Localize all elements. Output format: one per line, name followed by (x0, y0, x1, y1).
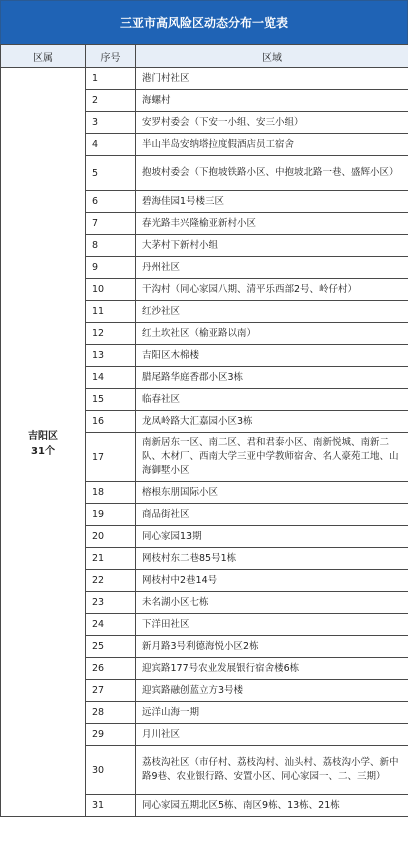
row-number: 6 (86, 191, 136, 213)
header-district: 区属 (1, 45, 86, 68)
row-number: 1 (86, 68, 136, 90)
table-body (1, 68, 408, 817)
row-area: 干沟村（同心家园八期、清平乐西部2号、岭仔村） (136, 279, 408, 301)
row-number: 28 (86, 702, 136, 724)
district-count: 31个 (31, 446, 55, 457)
row-area: 临春社区 (136, 389, 408, 411)
row-area: 下洋田社区 (136, 614, 408, 636)
district-name: 吉阳区 (28, 431, 58, 442)
row-area: 红沙社区 (136, 301, 408, 323)
row-number: 18 (86, 482, 136, 504)
row-area: 荔枝沟社区（市仔村、荔枝沟村、汕头村、荔枝沟小学、新中路9巷、农业银行路、安置小区、同心家园一、二、三期） (136, 746, 408, 795)
row-number: 30 (86, 746, 136, 795)
table-row (1, 68, 408, 90)
row-number: 9 (86, 257, 136, 279)
row-area: 迎宾路177号农业发展银行宿舍楼6栋 (136, 658, 408, 680)
row-area: 大茅村下新村小组 (136, 235, 408, 257)
row-area: 远洋山海一期 (136, 702, 408, 724)
row-number: 27 (86, 680, 136, 702)
header-area: 区域 (136, 45, 408, 68)
row-area: 网枝村中2巷14号 (136, 570, 408, 592)
row-number: 31 (86, 795, 136, 817)
row-area: 碧海佳园1号楼三区 (136, 191, 408, 213)
row-area: 丹州社区 (136, 257, 408, 279)
row-number: 4 (86, 134, 136, 156)
row-number: 22 (86, 570, 136, 592)
risk-area-table (0, 44, 408, 817)
row-number: 15 (86, 389, 136, 411)
row-area: 月川社区 (136, 724, 408, 746)
row-area: 春光路丰兴隆榆亚新村小区 (136, 213, 408, 235)
row-number: 20 (86, 526, 136, 548)
row-number: 19 (86, 504, 136, 526)
row-number: 10 (86, 279, 136, 301)
row-number: 21 (86, 548, 136, 570)
row-area: 商品街社区 (136, 504, 408, 526)
row-area: 龙凤岭路大汇嘉园小区3栋 (136, 411, 408, 433)
header-number: 序号 (86, 45, 136, 68)
row-number: 11 (86, 301, 136, 323)
row-number: 3 (86, 112, 136, 134)
row-number: 17 (86, 433, 136, 482)
table-title: 三亚市高风险区动态分布一览表 (0, 0, 408, 45)
row-area: 同心家园13期 (136, 526, 408, 548)
row-number: 16 (86, 411, 136, 433)
row-number: 8 (86, 235, 136, 257)
row-number: 29 (86, 724, 136, 746)
row-number: 24 (86, 614, 136, 636)
row-area: 网枝村东二巷85号1栋 (136, 548, 408, 570)
row-number: 26 (86, 658, 136, 680)
row-area: 红土坎社区（榆亚路以南） (136, 323, 408, 345)
row-area: 腊尾路华庭香郡小区3栋 (136, 367, 408, 389)
district-cell (1, 68, 86, 817)
row-number: 23 (86, 592, 136, 614)
row-area: 港门村社区 (136, 68, 408, 90)
row-area: 吉阳区木棉楼 (136, 345, 408, 367)
row-number: 14 (86, 367, 136, 389)
row-number: 5 (86, 156, 136, 191)
row-area: 新月路3号利德海悦小区2栋 (136, 636, 408, 658)
row-area: 未名湖小区七栋 (136, 592, 408, 614)
row-area: 同心家园五期北区5栋、南区9栋、13栋、21栋 (136, 795, 408, 817)
row-number: 7 (86, 213, 136, 235)
row-number: 13 (86, 345, 136, 367)
row-area: 迎宾路融创蓝立方3号楼 (136, 680, 408, 702)
row-number: 25 (86, 636, 136, 658)
row-area: 南新居东一区、南二区、君和君泰小区、南新悦城、南新二队、木材厂、西南大学三亚中学教师宿舍、名人豪苑工地、山海御墅小区 (136, 433, 408, 482)
row-area: 半山半岛安纳塔拉度假酒店员工宿舍 (136, 134, 408, 156)
row-area: 安罗村委会（下安一小组、安三小组） (136, 112, 408, 134)
row-area: 抱坡村委会（下抱坡铁路小区、中抱坡北路一巷、盛辉小区） (136, 156, 408, 191)
row-number: 12 (86, 323, 136, 345)
row-area: 榕根东朋国际小区 (136, 482, 408, 504)
header-row (1, 45, 408, 68)
row-number: 2 (86, 90, 136, 112)
row-area: 海螺村 (136, 90, 408, 112)
